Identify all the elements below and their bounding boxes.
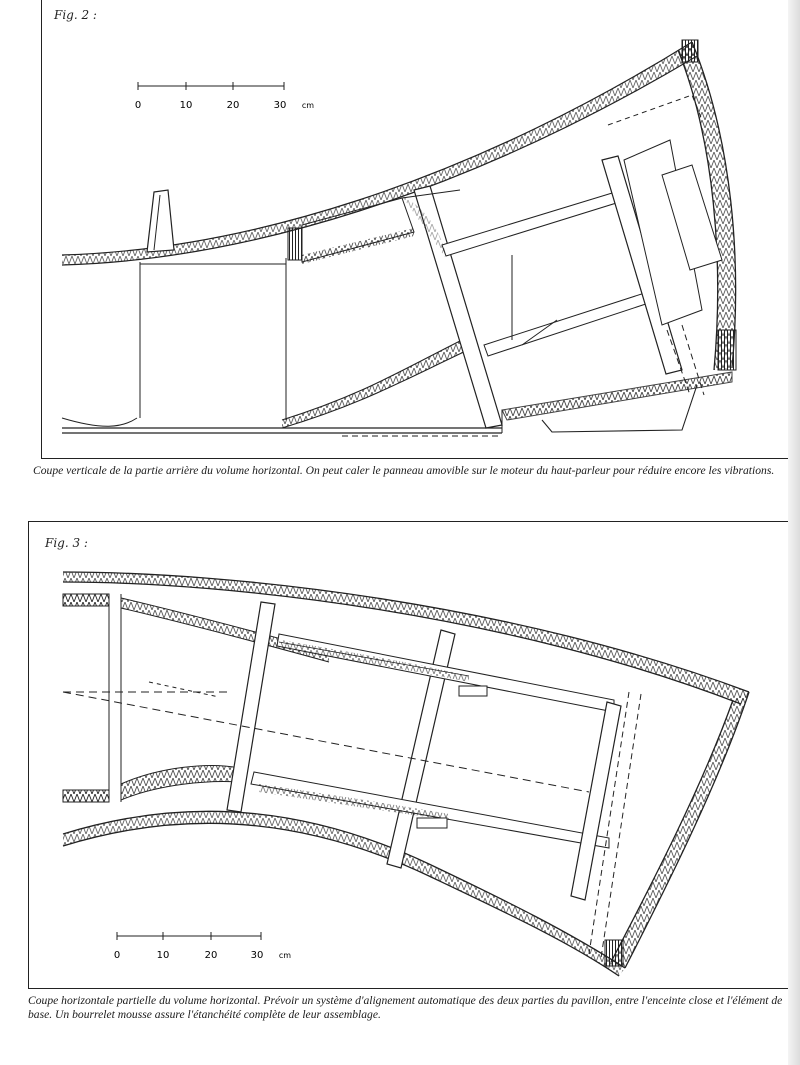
scale-tick-label: 20 [226, 100, 240, 111]
figure-3-label: Fig. 3 : [45, 536, 88, 550]
lower-horn-wall [62, 340, 732, 433]
figure-3-caption: Coupe horizontale partielle du volume horizontal. Prévoir un système d'alignement automatique des deux parties du pavillon, entre l'enceinte close et l'élément de base. Un bourrelet mousse assure l'étanchéité complète de leur assemblage. [28, 994, 783, 1021]
scale-tick-label: 30 [250, 950, 264, 961]
figure-2-panel [41, 0, 791, 459]
figure-3-panel [28, 521, 790, 989]
scale-tick-label: 10 [156, 950, 170, 961]
rear-curved-wall [605, 692, 749, 968]
upper-horn-wall [63, 572, 749, 704]
scale-tick-label: 10 [179, 100, 193, 111]
scale-unit-label: cm [301, 101, 315, 110]
scale-tick-label: 20 [204, 950, 218, 961]
scale-bar [135, 82, 314, 111]
internal-partitions [140, 95, 722, 436]
page-edge [788, 0, 800, 1065]
scale-bar [114, 932, 291, 961]
scale-tick-label: 0 [113, 950, 121, 961]
figure-2-caption: Coupe verticale de la partie arrière du volume horizontal. On peut caler le panneau amovible sur le moteur du haut-parleur pour réduire encore les vibrations. [33, 464, 775, 477]
figure-3-drawing [29, 522, 789, 988]
scale-tick-label: 0 [134, 100, 142, 111]
figure-2-drawing [42, 0, 790, 458]
top-vent-element [147, 190, 174, 252]
figure-2-label: Fig. 2 : [54, 8, 97, 22]
scale-unit-label: cm [278, 951, 292, 960]
scale-tick-label: 30 [273, 100, 287, 111]
